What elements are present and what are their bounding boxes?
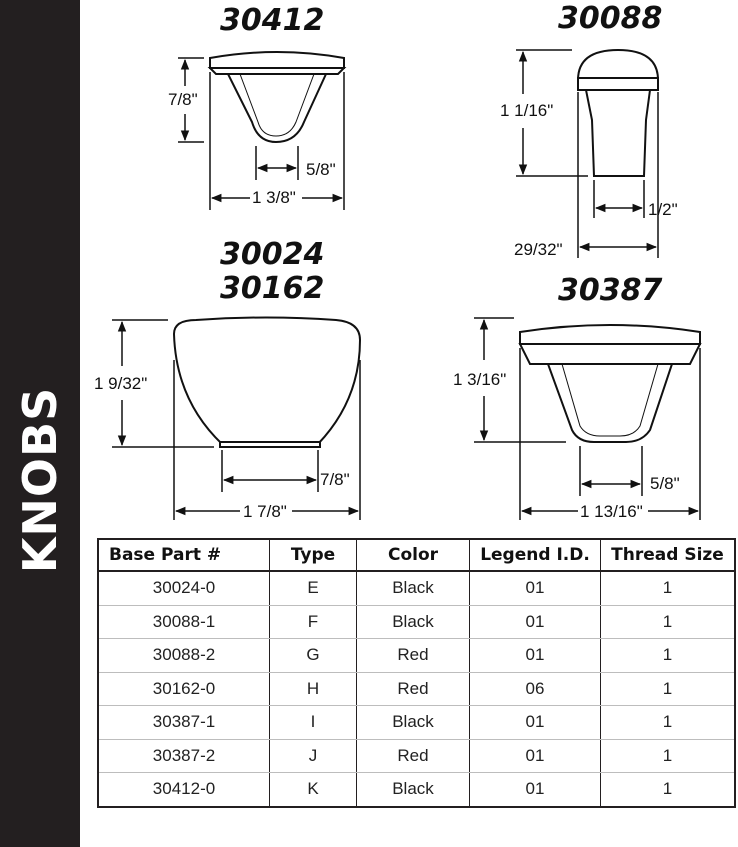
knob-30088-height: 1 1/16" (500, 101, 554, 120)
table-row (98, 706, 735, 740)
cell-color: Red (357, 739, 470, 773)
knob-30387-height: 1 3/16" (453, 370, 507, 389)
cell-type: K (270, 773, 357, 807)
cell-type: E (270, 571, 357, 605)
knob-30387-base: 5/8" (650, 474, 680, 493)
knob-30024-height: 1 9/32" (94, 374, 148, 393)
cell-type: H (270, 672, 357, 706)
cell-legend-id: 01 (470, 639, 601, 673)
column-header-color: Color (357, 539, 470, 571)
cell-type: I (270, 706, 357, 740)
cell-legend-id: 01 (470, 773, 601, 807)
knob-30088-title: 30088 (558, 1, 663, 36)
cell-legend-id: 01 (470, 571, 601, 605)
knob-30088-width: 29/32" (514, 240, 563, 259)
cell-legend-id: 01 (470, 605, 601, 639)
cell-type: F (270, 605, 357, 639)
cell-type: G (270, 639, 357, 673)
cell-legend-id: 06 (470, 672, 601, 706)
cell-base-part: 30387-1 (98, 706, 270, 740)
cell-type: J (270, 739, 357, 773)
column-header-base-part: Base Part # (98, 539, 270, 571)
column-header-legend-id: Legend I.D. (470, 539, 601, 571)
knob-30387-width: 1 13/16" (580, 502, 643, 521)
cell-legend-id: 01 (470, 739, 601, 773)
cell-base-part: 30387-2 (98, 739, 270, 773)
table-row (98, 773, 735, 807)
knob-30024-title: 30024 30162 (220, 237, 325, 306)
cell-thread-size: 1 (601, 571, 736, 605)
cell-color: Red (357, 639, 470, 673)
table-header-row (98, 539, 735, 571)
table-row (98, 739, 735, 773)
cell-legend-id: 01 (470, 706, 601, 740)
table-row (98, 639, 735, 673)
cell-color: Black (357, 605, 470, 639)
cell-thread-size: 1 (662, 779, 673, 799)
cell-base-part: 30024-0 (98, 571, 270, 605)
section-label: KNOBS (13, 386, 67, 574)
cell-thread-size: 1 (601, 706, 736, 740)
knob-30088-base: 1/2" (648, 200, 678, 219)
knob-30387-title: 30387 (558, 273, 663, 308)
table-row (98, 605, 735, 639)
cell-color: Black (357, 571, 470, 605)
table-row (98, 571, 735, 605)
cell-thread-size: 1 (601, 605, 736, 639)
cell-thread-size: 1 (601, 639, 736, 673)
column-header-thread-size: Thread Size (601, 539, 736, 571)
knob-30412-drawing (178, 52, 344, 210)
cell-color: Black (357, 706, 470, 740)
knob-30088-drawing (516, 50, 658, 258)
column-header-type: Type (270, 539, 357, 571)
cell-color: Red (357, 672, 470, 706)
knob-30412-height: 7/8" (168, 90, 198, 109)
knob-30024-base: 7/8" (320, 470, 350, 489)
cell-base-part: 30162-0 (98, 672, 270, 706)
cell-base-part: 30412-0 (98, 773, 270, 807)
knob-30024-width: 1 7/8" (243, 502, 287, 521)
cell-thread-size: 1 (601, 739, 736, 773)
cell-base-part: 30088-2 (98, 639, 270, 673)
knob-30412-base: 5/8" (306, 160, 336, 179)
knob-30412-title: 30412 (220, 3, 325, 38)
knob-30412-width: 1 3/8" (252, 188, 296, 207)
cell-base-part: 30088-1 (98, 605, 270, 639)
cell-thread-size: 1 (601, 672, 736, 706)
cell-color: Black (357, 773, 470, 807)
parts-table (97, 538, 736, 808)
table-row (98, 672, 735, 706)
